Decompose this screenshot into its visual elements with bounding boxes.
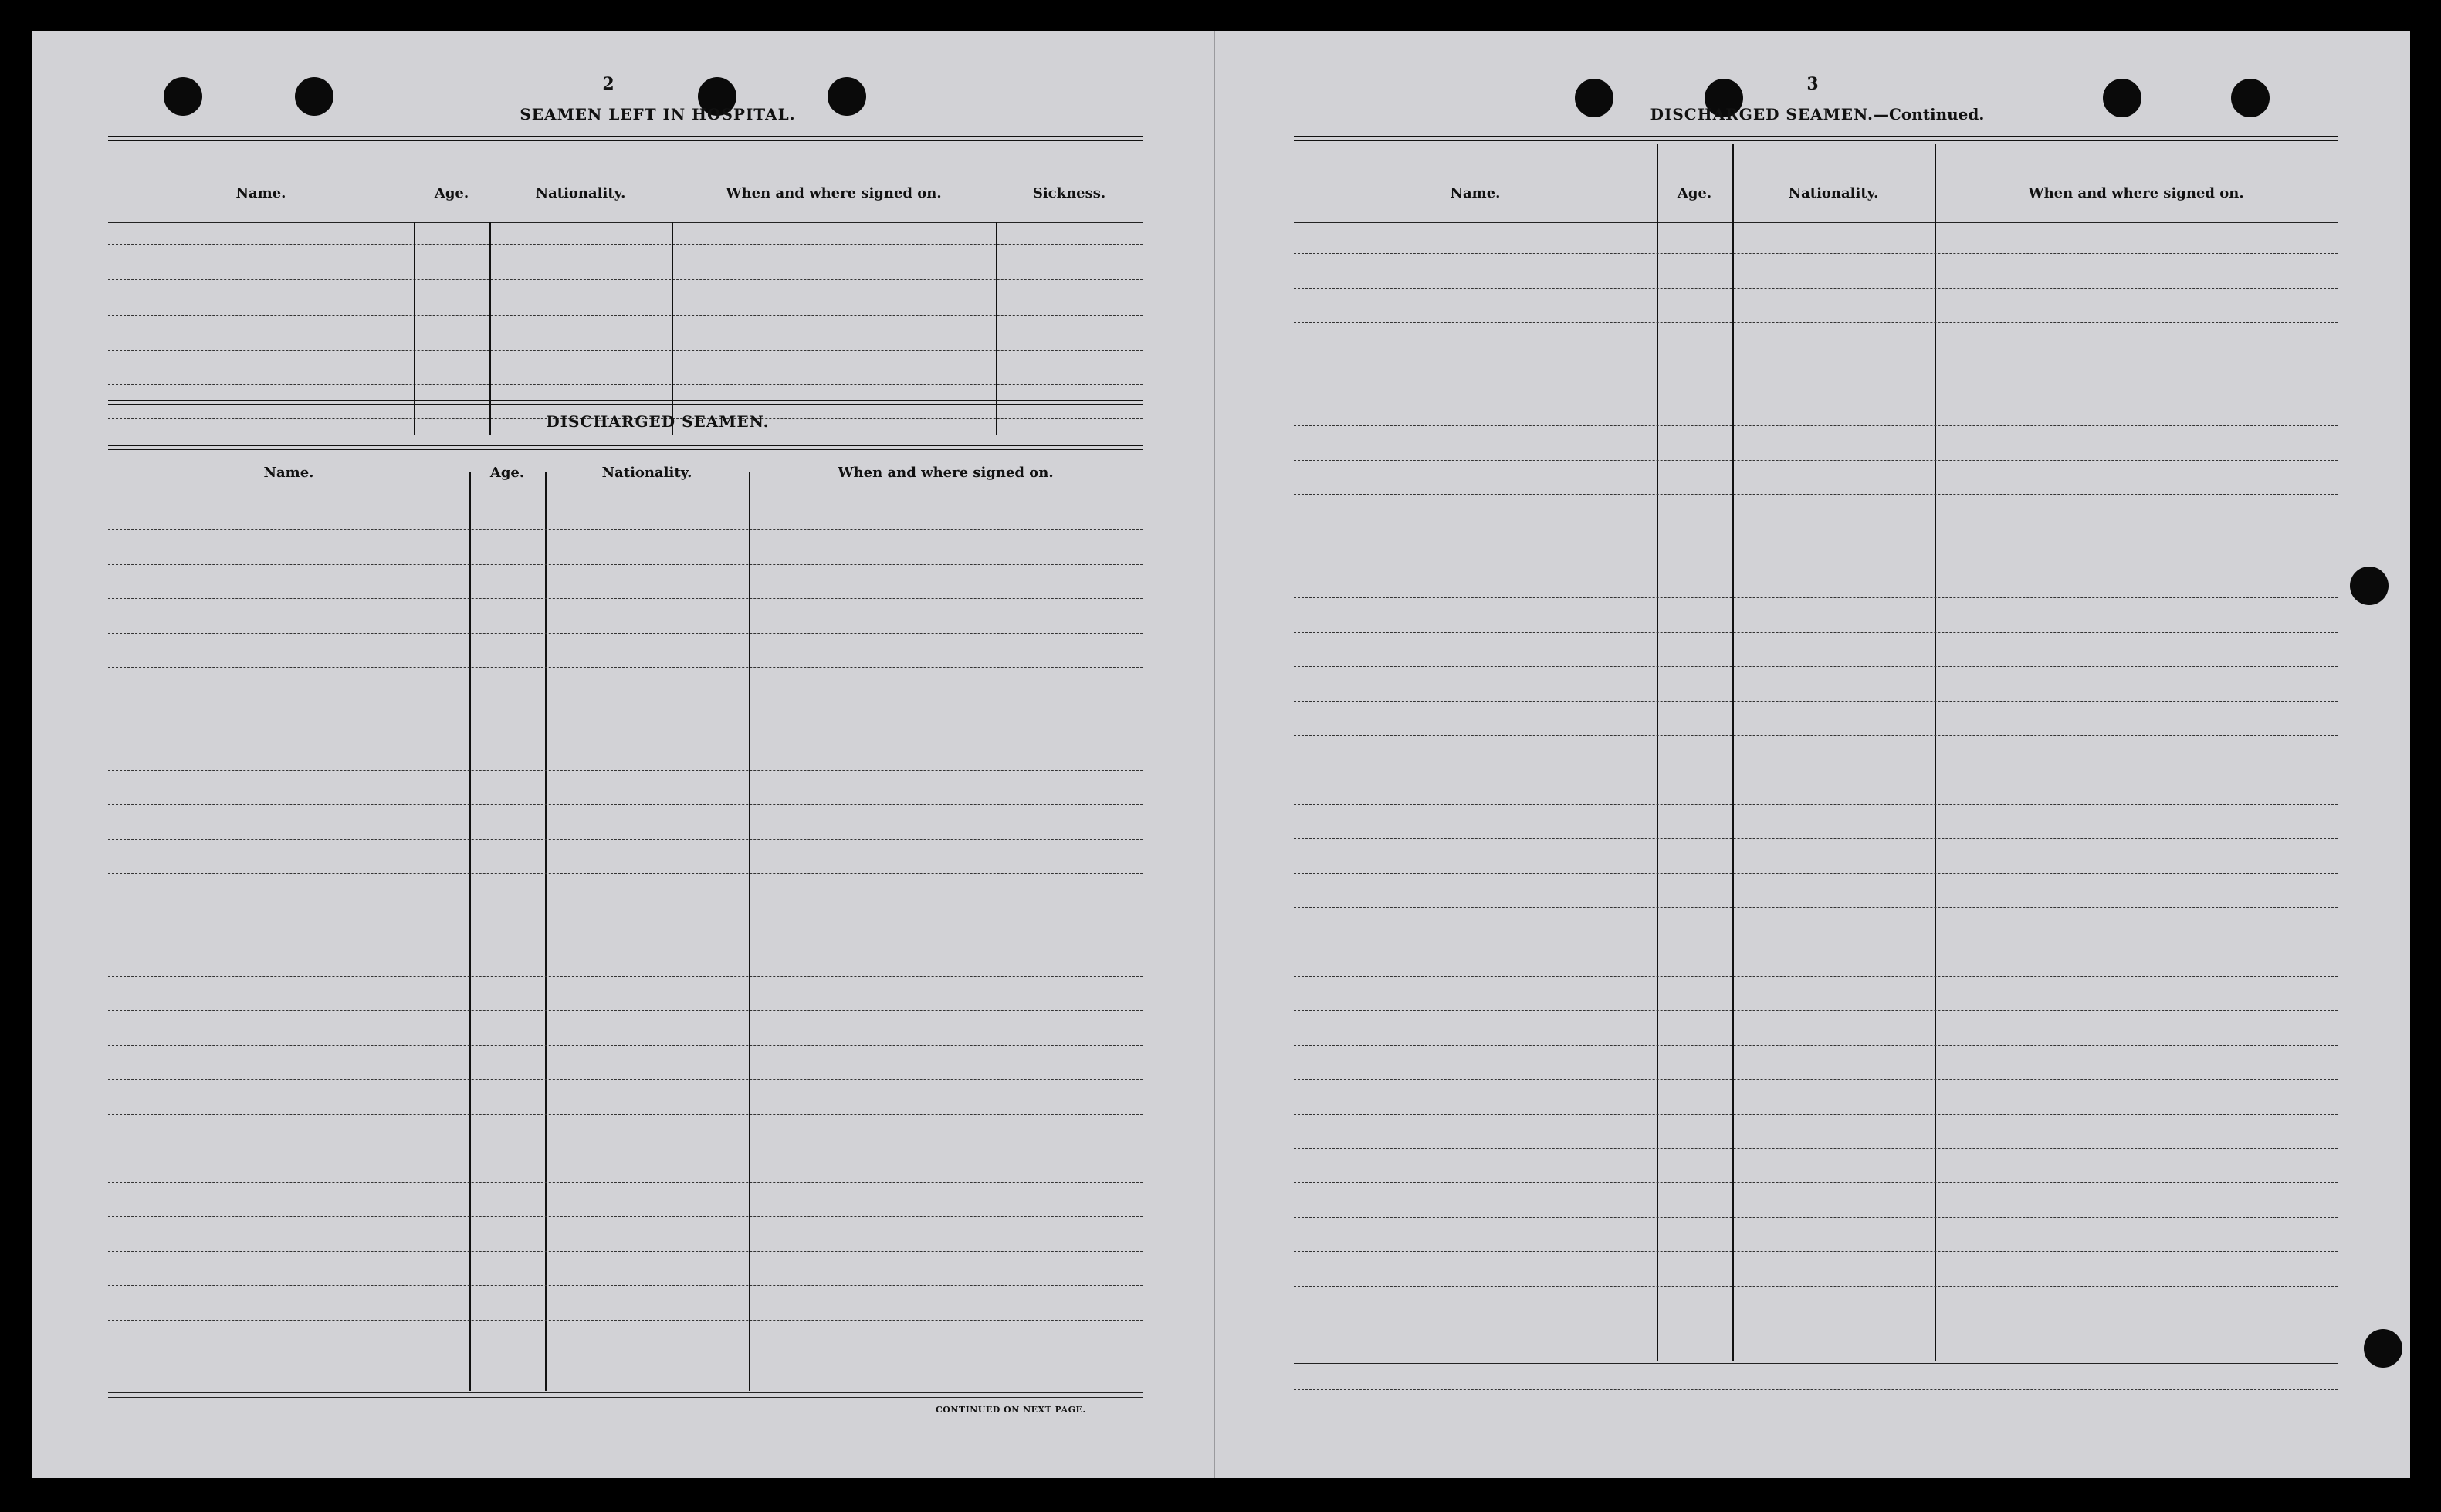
table-row <box>1294 597 2338 598</box>
table-row <box>108 315 1143 316</box>
table-row <box>108 1251 1143 1252</box>
table-row <box>108 384 1143 385</box>
table-row <box>1294 873 2338 874</box>
punch-hole <box>2350 567 2389 605</box>
table-row <box>108 1285 1143 1286</box>
column-header-signed-on: When and where signed on. <box>2028 185 2244 201</box>
discharged-continued-title <box>1562 105 2072 123</box>
title-suffix: —Continued. <box>1873 105 1985 123</box>
table-row <box>1294 460 2338 461</box>
table-row <box>108 1079 1143 1080</box>
table-row <box>108 976 1143 977</box>
column-header-age: Age. <box>489 465 525 481</box>
page-number: 2 <box>602 74 614 94</box>
table-row <box>108 804 1143 805</box>
column-header-nationality: Nationality. <box>1788 185 1879 201</box>
table-row <box>1294 425 2338 426</box>
continued-note: CONTINUED ON NEXT PAGE. <box>936 1405 1086 1415</box>
table-row <box>108 279 1143 280</box>
table-row <box>1294 322 2338 323</box>
table-row <box>1294 1217 2338 1218</box>
column-header-signed-on: When and where signed on. <box>726 185 942 201</box>
table-row <box>108 633 1143 634</box>
table-row <box>108 564 1143 565</box>
table-row <box>108 244 1143 245</box>
left-page <box>32 31 1214 1478</box>
column-header-age: Age. <box>1677 185 1712 201</box>
table-row <box>1294 1010 2338 1011</box>
column-header-name: Name. <box>1450 185 1501 201</box>
table-row <box>1294 804 2338 805</box>
table-row <box>1294 494 2338 495</box>
column-header-signed-on: When and where signed on. <box>838 465 1054 481</box>
page-number: 3 <box>1806 74 1819 94</box>
punch-hole <box>2364 1329 2402 1368</box>
table-row <box>108 350 1143 351</box>
table-row <box>1294 1389 2338 1390</box>
table-row <box>108 1182 1143 1183</box>
table-row <box>1294 1045 2338 1046</box>
table-row <box>1294 1251 2338 1252</box>
table-row <box>108 770 1143 771</box>
table-row <box>1294 253 2338 254</box>
column-header-nationality: Nationality. <box>535 185 626 201</box>
table-row <box>1294 1114 2338 1115</box>
table-row <box>1294 1286 2338 1287</box>
table-row <box>108 1216 1143 1217</box>
punch-hole <box>2231 79 2270 117</box>
table-row <box>108 1010 1143 1011</box>
punch-hole <box>164 77 202 116</box>
title-main: DISCHARGED SEAMEN. <box>1650 105 1874 123</box>
table-row <box>1294 288 2338 289</box>
table-row <box>108 529 1143 530</box>
column-header-name: Name. <box>235 185 286 201</box>
table-row <box>1294 907 2338 908</box>
column-header-nationality: Nationality. <box>601 465 692 481</box>
column-header-name: Name. <box>263 465 314 481</box>
discharged-table <box>1294 136 2338 1371</box>
punch-hole <box>295 77 333 116</box>
column-header-sickness: Sickness. <box>1032 185 1106 201</box>
table-row <box>1294 1079 2338 1080</box>
right-page <box>1214 31 2410 1478</box>
discharged-section-title: DISCHARGED SEAMEN. <box>546 412 770 431</box>
table-row <box>108 1114 1143 1115</box>
hospital-table <box>108 136 1143 438</box>
table-row <box>108 667 1143 668</box>
table-row <box>1294 632 2338 633</box>
table-row <box>108 598 1143 599</box>
table-row <box>1294 1148 2338 1149</box>
column-header-age: Age. <box>434 185 469 201</box>
table-row <box>1294 666 2338 667</box>
table-row <box>1294 735 2338 736</box>
punch-hole <box>2103 79 2141 117</box>
table-row <box>108 839 1143 840</box>
table-row <box>108 873 1143 874</box>
discharged-table <box>108 445 1143 1368</box>
table-row <box>1294 1182 2338 1183</box>
table-row <box>1294 701 2338 702</box>
table-row <box>108 1045 1143 1046</box>
table-row <box>1294 976 2338 977</box>
table-row <box>1294 838 2338 839</box>
table-row <box>108 1320 1143 1321</box>
hospital-section-title: SEAMEN LEFT IN HOSPITAL. <box>520 105 796 123</box>
